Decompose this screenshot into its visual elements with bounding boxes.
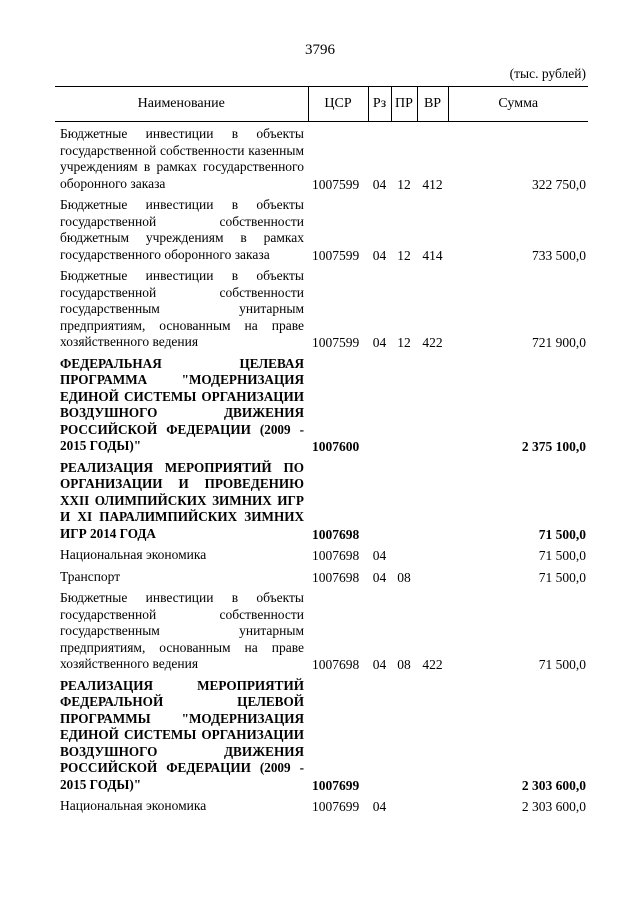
row-vr bbox=[417, 794, 448, 816]
row-pr bbox=[391, 794, 417, 816]
header-rz: Рз bbox=[368, 87, 391, 122]
header-csr: ЦСР bbox=[308, 87, 368, 122]
row-pr: 08 bbox=[397, 657, 411, 672]
row-sum: 71 500,0 bbox=[538, 657, 586, 672]
row-sum: 322 750,0 bbox=[532, 176, 586, 192]
budget-table bbox=[55, 86, 588, 816]
table-header-row bbox=[55, 87, 588, 122]
row-csr: 1007699 bbox=[312, 799, 360, 814]
row-vr bbox=[417, 543, 448, 565]
table-row bbox=[55, 122, 588, 194]
row-rz: 04 bbox=[372, 799, 387, 814]
row-sum: 71 500,0 bbox=[538, 569, 586, 585]
row-sum: 71 500,0 bbox=[538, 526, 586, 542]
row-vr: 414 bbox=[422, 247, 443, 263]
row-sum: 2 303 600,0 bbox=[521, 799, 586, 814]
row-csr: 1007698 bbox=[312, 526, 360, 542]
row-sum: 71 500,0 bbox=[538, 548, 586, 563]
row-sum: 2 375 100,0 bbox=[521, 439, 586, 454]
table-row bbox=[55, 543, 588, 565]
row-vr: 422 bbox=[422, 657, 443, 672]
row-name: Бюджетные инвестиции в объекты государственной собственности бюджетным учреждениям в рамках государственного оборонного заказа bbox=[60, 197, 304, 262]
header-sum: Сумма bbox=[448, 87, 588, 122]
row-vr bbox=[417, 565, 448, 587]
row-csr: 1007698 bbox=[312, 657, 360, 672]
row-csr: 1007599 bbox=[312, 247, 360, 263]
header-name: Наименование bbox=[55, 87, 308, 122]
row-rz: 04 bbox=[372, 335, 387, 350]
row-sum: 733 500,0 bbox=[532, 247, 586, 263]
row-name: Национальная экономика bbox=[60, 547, 207, 562]
row-csr: 1007698 bbox=[312, 569, 360, 585]
row-vr bbox=[417, 352, 448, 456]
table-row bbox=[55, 586, 588, 674]
row-pr: 12 bbox=[397, 247, 411, 263]
row-rz: 04 bbox=[372, 548, 387, 563]
row-name: ФЕДЕРАЛЬНАЯ ЦЕЛЕВАЯ ПРОГРАММА "МОДЕРНИЗАЦИЯ ЕДИНОЙ СИСТЕМЫ ОРГАНИЗАЦИИ ВОЗДУШНОГО ДВИЖЕНИЯ РОССИЙСКОЙ ФЕДЕРАЦИИ (2009 - 2015 ГОДЫ)" bbox=[60, 355, 304, 453]
row-pr: 08 bbox=[397, 569, 411, 585]
row-csr: 1007599 bbox=[312, 176, 360, 192]
row-pr bbox=[391, 456, 417, 544]
row-rz: 04 bbox=[372, 176, 387, 192]
table-row bbox=[55, 264, 588, 352]
row-pr bbox=[391, 543, 417, 565]
row-sum: 2 303 600,0 bbox=[521, 777, 586, 793]
row-rz: 04 bbox=[372, 247, 387, 263]
units-note: (тыс. рублей) bbox=[509, 66, 586, 81]
row-csr: 1007600 bbox=[312, 439, 360, 454]
row-name: РЕАЛИЗАЦИЯ МЕРОПРИЯТИЙ ПО ОРГАНИЗАЦИИ И ПРОВЕДЕНИЮ XXII ОЛИМПИЙСКИХ ЗИМНИХ ИГР И XI ПАРАЛИМПИЙСКИХ ЗИМНИХ ИГР 2014 ГОДА bbox=[60, 459, 304, 541]
page-number: 3796 bbox=[305, 42, 335, 58]
header-pr: ПР bbox=[391, 87, 417, 122]
row-sum: 721 900,0 bbox=[532, 335, 586, 350]
row-rz bbox=[368, 674, 391, 795]
row-rz bbox=[368, 352, 391, 456]
row-vr bbox=[417, 456, 448, 544]
row-pr bbox=[391, 352, 417, 456]
table-row bbox=[55, 565, 588, 587]
row-rz: 04 bbox=[372, 569, 387, 585]
header-vr: ВР bbox=[417, 87, 448, 122]
row-pr bbox=[391, 674, 417, 795]
table-row bbox=[55, 352, 588, 456]
row-rz: 04 bbox=[372, 657, 387, 672]
row-name: Бюджетные инвестиции в объекты государственной собственности государственным унитарным предприятиям, основанным на праве хозяйственного ведения bbox=[60, 590, 304, 671]
row-name: Транспорт bbox=[60, 568, 121, 584]
row-name: РЕАЛИЗАЦИЯ МЕРОПРИЯТИЙ ФЕДЕРАЛЬНОЙ ЦЕЛЕВОЙ ПРОГРАММЫ "МОДЕРНИЗАЦИЯ ЕДИНОЙ СИСТЕМЫ ОРГАНИЗАЦИИ ВОЗДУШНОГО ДВИЖЕНИЯ РОССИЙСКОЙ ФЕДЕРАЦИИ (2009 - 2015 ГОДЫ)" bbox=[60, 677, 304, 792]
row-pr: 12 bbox=[397, 176, 411, 192]
row-pr: 12 bbox=[397, 335, 411, 350]
table-row bbox=[55, 794, 588, 816]
row-name: Национальная экономика bbox=[60, 798, 207, 813]
row-vr bbox=[417, 674, 448, 795]
row-name: Бюджетные инвестиции в объекты государственной собственности государственным унитарным предприятиям, основанным на праве хозяйственного ведения bbox=[60, 268, 304, 349]
row-csr: 1007699 bbox=[312, 777, 360, 793]
table-row bbox=[55, 674, 588, 795]
row-name: Бюджетные инвестиции в объекты государственной собственности казенным учреждениям в рамках государственного оборонного заказа bbox=[60, 126, 304, 191]
row-vr: 422 bbox=[422, 335, 443, 350]
row-rz bbox=[368, 456, 391, 544]
row-csr: 1007599 bbox=[312, 335, 360, 350]
table-row bbox=[55, 456, 588, 544]
table-row bbox=[55, 193, 588, 264]
row-vr: 412 bbox=[422, 176, 443, 192]
table-body bbox=[55, 122, 588, 816]
row-csr: 1007698 bbox=[312, 548, 360, 563]
